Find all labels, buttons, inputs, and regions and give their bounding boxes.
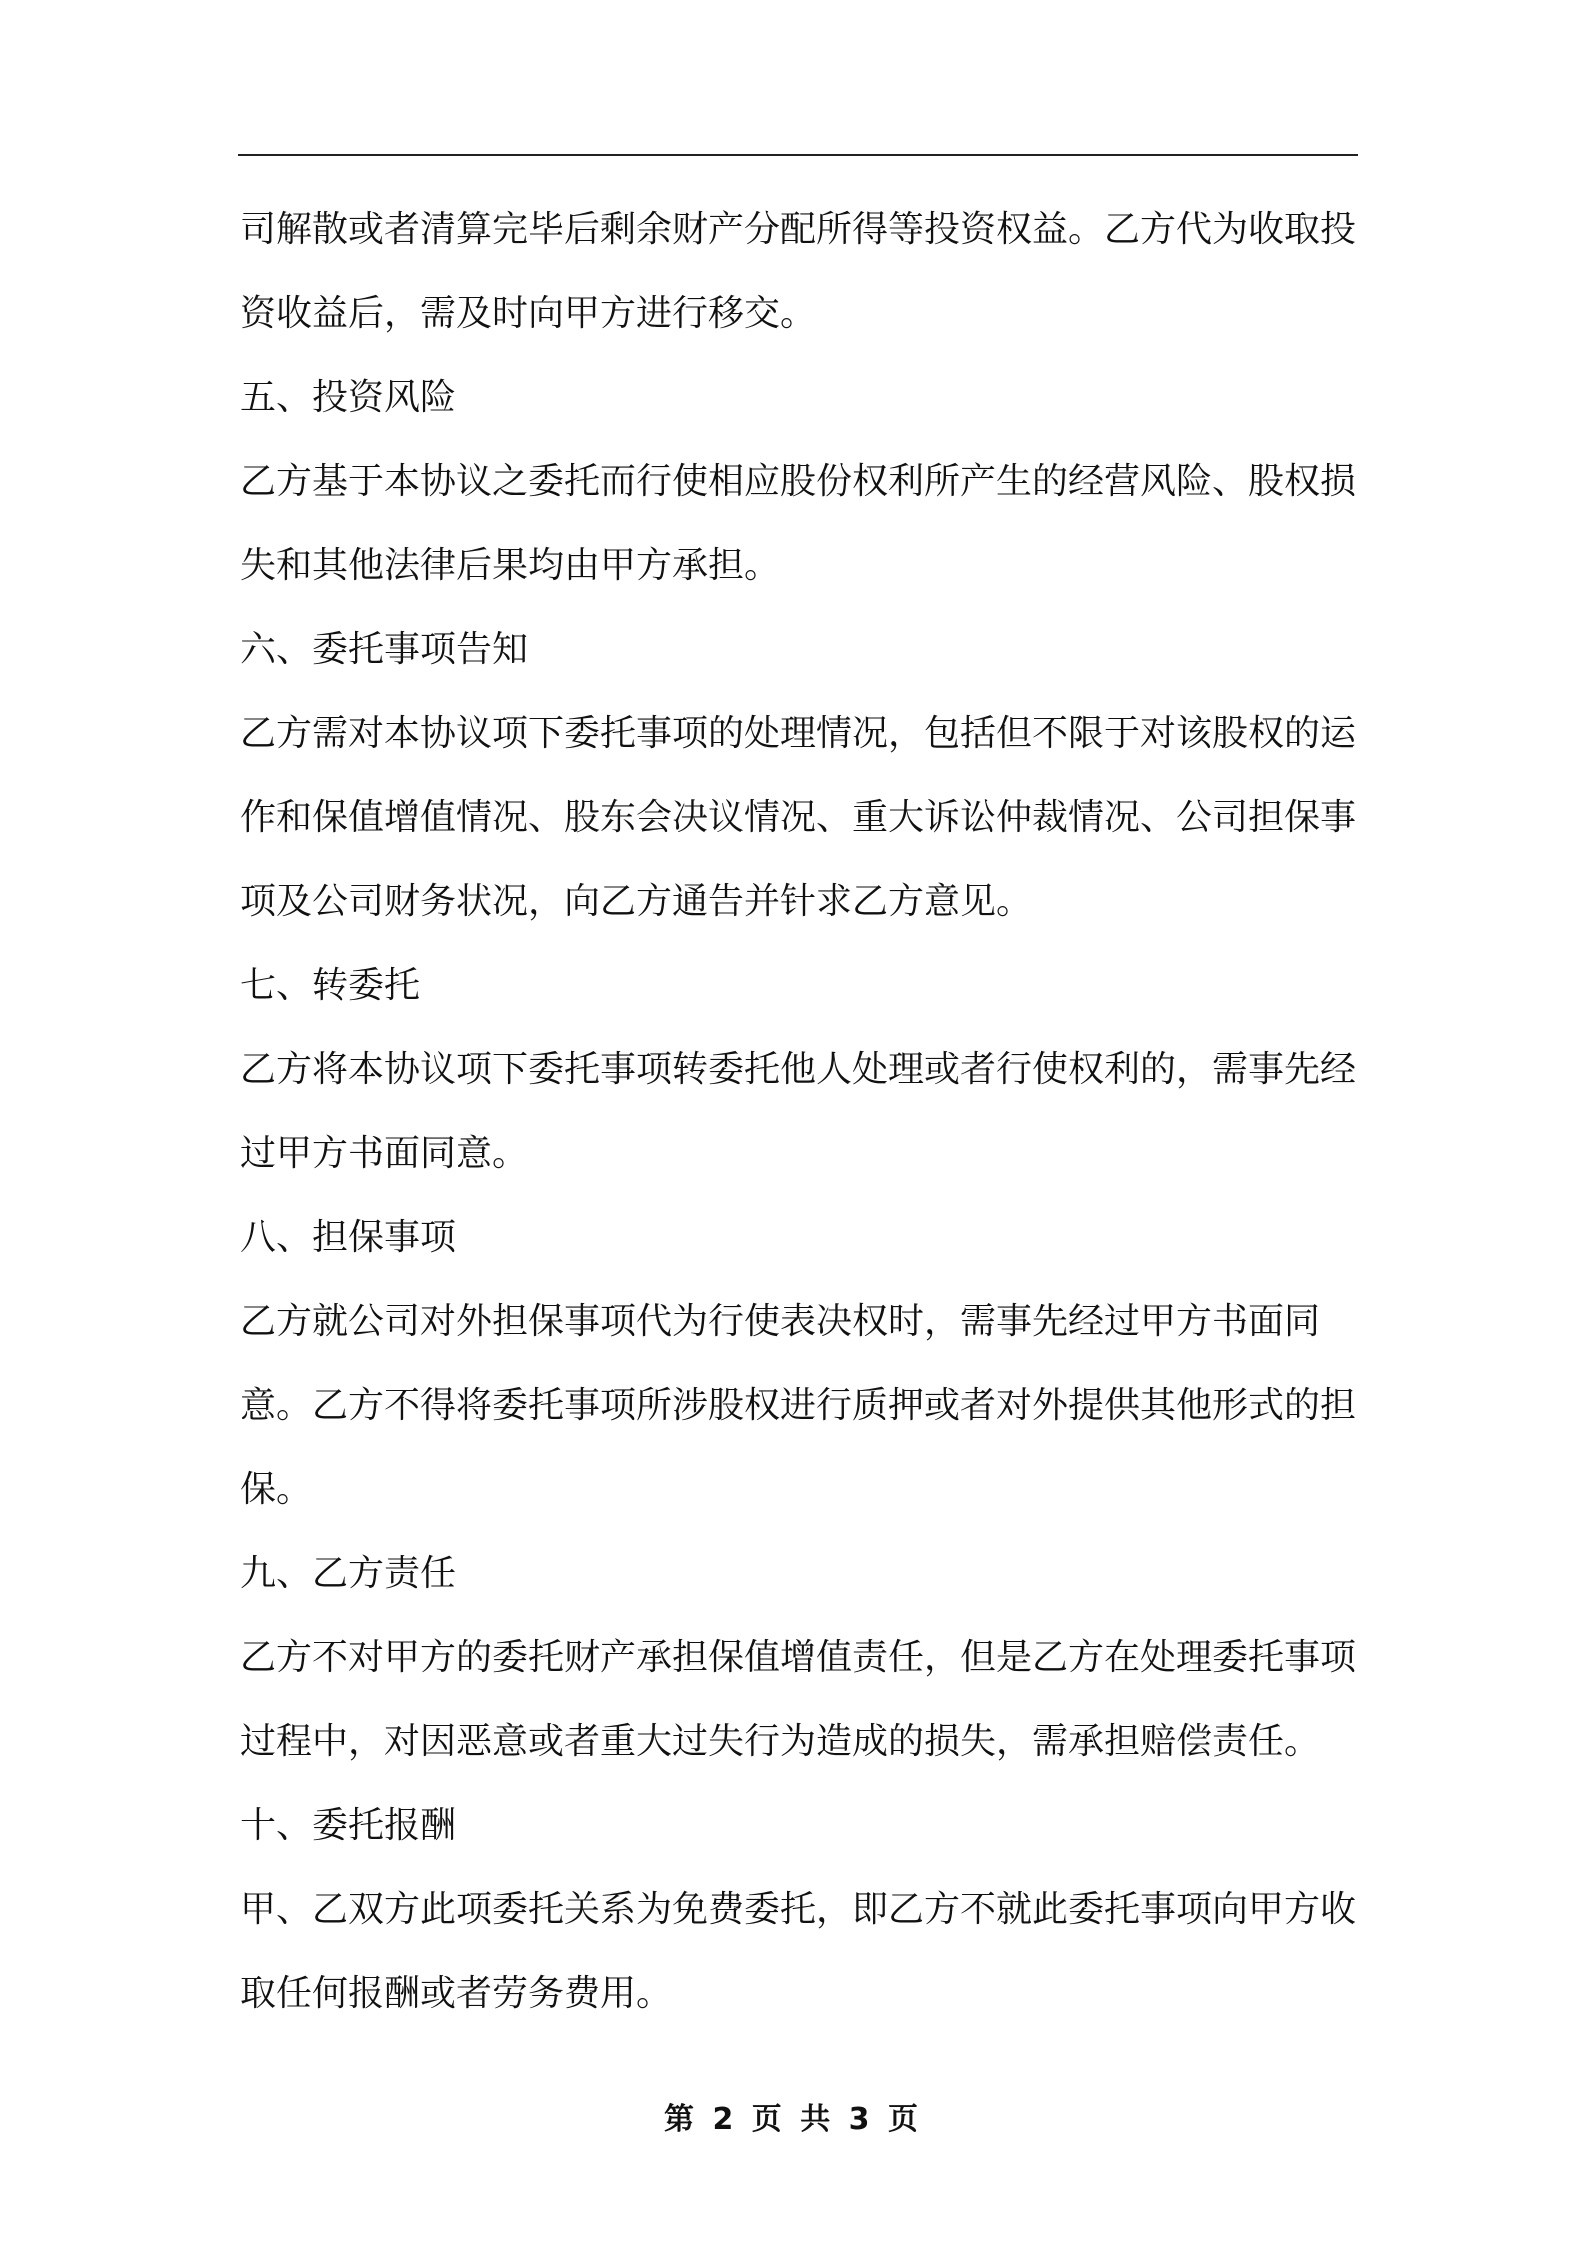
paragraph-sub-entrustment: 乙方将本协议项下委托事项转委托他人处理或者行使权利的，需事先经过甲方书面同意。 [240,1049,1357,1174]
paragraph-guarantee-matters: 乙方就公司对外担保事项代为行使表决权时，需事先经过甲方书面同意。乙方不得将委托事项所涉股权进行质押或者对外提供其他形式的担保。 [240,1301,1357,1510]
paragraph-party-b-liability: 乙方不对甲方的委托财产承担保值增值责任，但是乙方在处理委托事项过程中，对因恶意或者重大过失行为造成的损失，需承担赔偿责任。 [240,1637,1357,1762]
paragraph-entrustment-remuneration: 甲、乙双方此项委托关系为免费委托，即乙方不就此委托事项向甲方收取任何报酬或者劳务费用。 [240,1889,1357,2014]
heading-entrustment-remuneration: 十、委托报酬 [240,1805,457,1846]
heading-party-b-liability: 九、乙方责任 [240,1553,457,1594]
paragraph-investment-income-continued: 司解散或者清算完毕后剩余财产分配所得等投资权益。乙方代为收取投资收益后，需及时向甲方进行移交。 [240,209,1357,334]
paragraph-entrustment-notification: 乙方需对本协议项下委托事项的处理情况，包括但不限于对该股权的运作和保值增值情况、股东会决议情况、重大诉讼仲裁情况、公司担保事项及公司财务状况，向乙方通告并针求乙方意见。 [240,713,1357,922]
heading-guarantee-matters: 八、担保事项 [240,1217,457,1258]
page-number-footer: 第 2 页 共 3 页 [664,2102,922,2137]
heading-sub-entrustment: 七、转委托 [240,965,421,1006]
heading-entrustment-notification: 六、委托事项告知 [240,629,529,670]
header-rule [238,154,1358,156]
paragraph-investment-risk: 乙方基于本协议之委托而行使相应股份权利所产生的经营风险、股权损失和其他法律后果均由甲方承担。 [240,461,1357,586]
heading-investment-risk: 五、投资风险 [240,377,457,418]
document-body [240,188,1360,2036]
